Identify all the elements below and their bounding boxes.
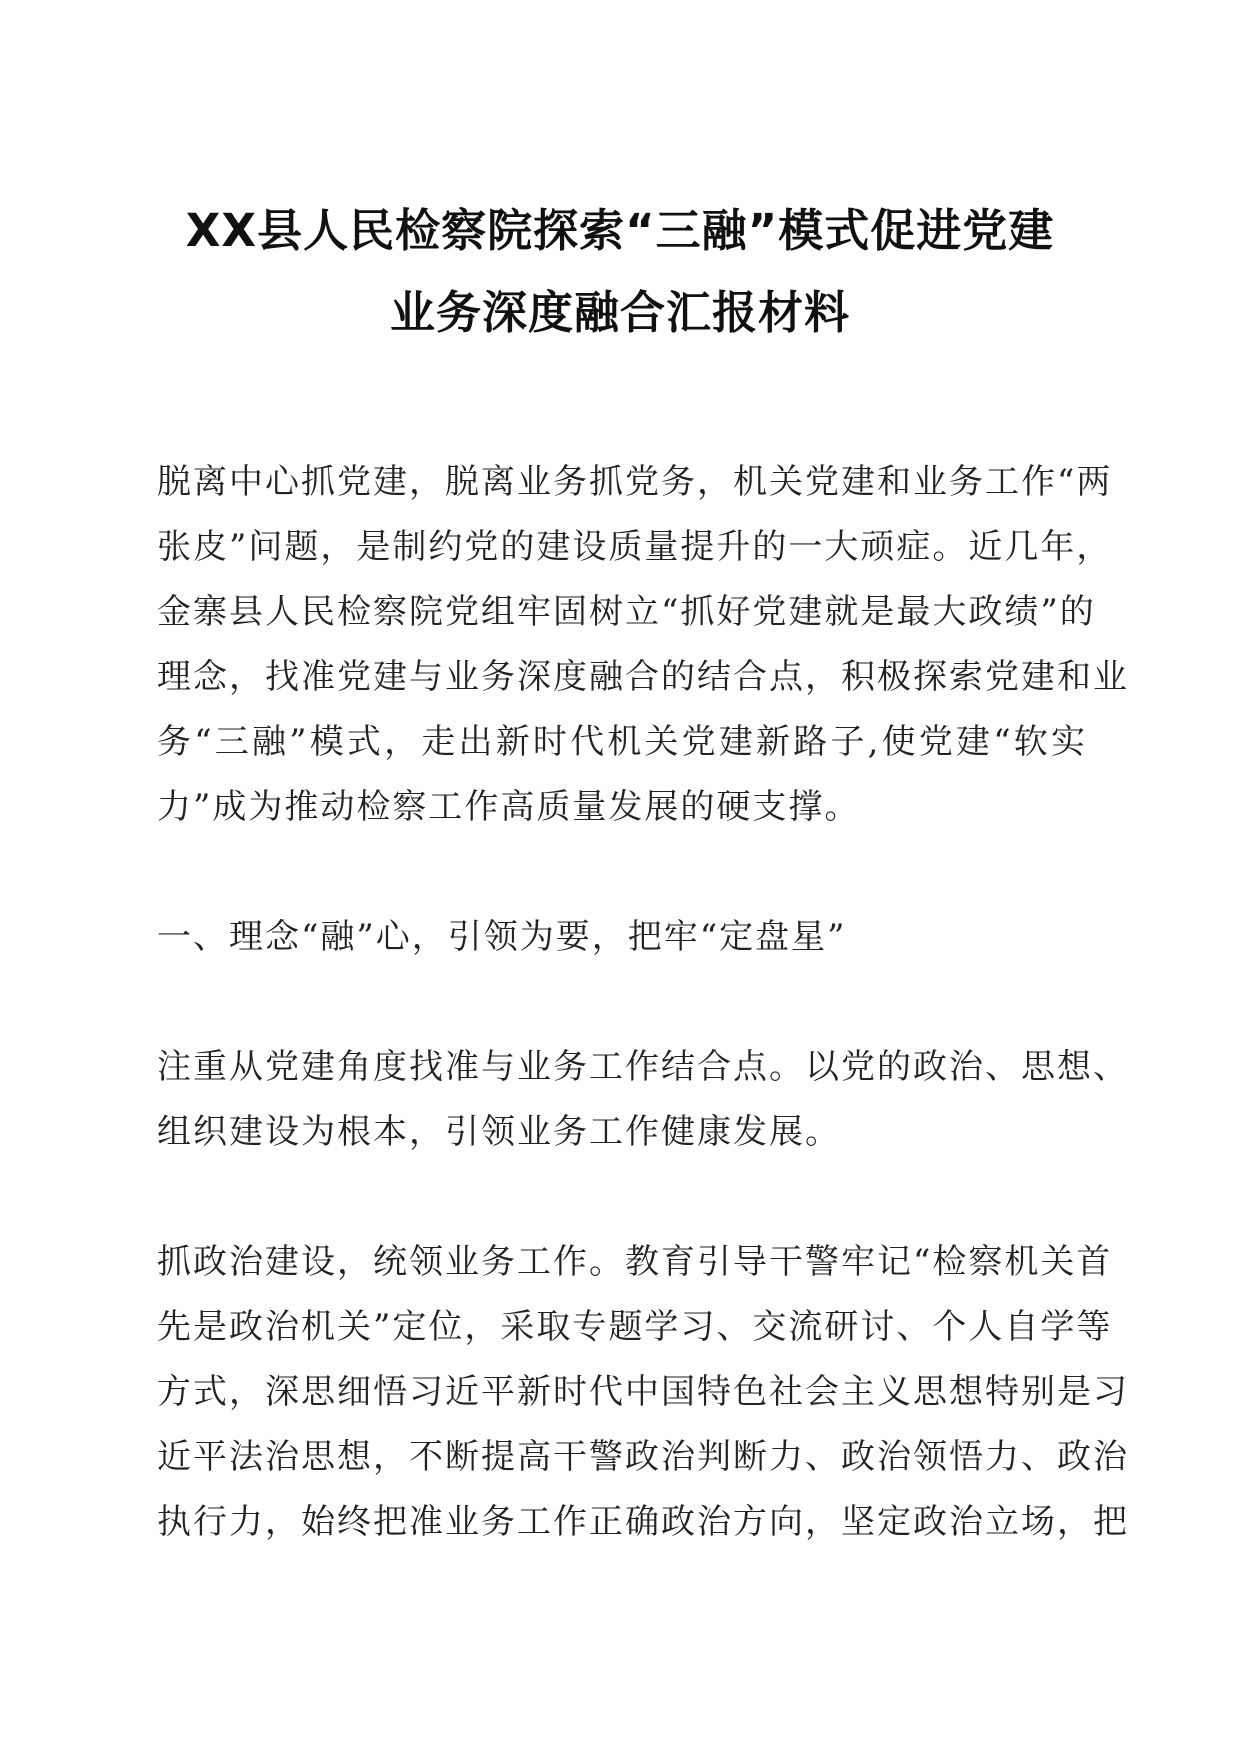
paragraph-3-line: 先是政治机关”定位，采取专题学习、交流研讨、个人自学等 [157,1307,1113,1347]
title-line-1: XX县人民检察院探索“三融”模式促进党建 [185,204,1055,257]
paragraph-2-line: 注重从党建角度找准与业务工作结合点。以党的政治、思想、 [157,1047,1129,1087]
paragraph-3 [157,1230,1129,1555]
intro-line: 理念，找准党建与业务深度融合的结合点，积极探索党建和业 [157,657,1129,697]
section-1-heading-text: 一、理念“融”心，引领为要，把牢“定盘星” [157,917,847,957]
intro-line: 张皮”问题，是制约党的建设质量提升的一大顽症。近几年， [157,527,1113,567]
paragraph-3-line: 近平法治思想，不断提高干警政治判断力、政治领悟力、政治 [157,1437,1129,1477]
paragraph-3-line: 方式，深思细悟习近平新时代中国特色社会主义思想特别是习 [157,1372,1129,1412]
paragraph-2 [157,1035,1129,1165]
section-1-heading [157,905,1087,970]
intro-line: 务“三融”模式，走出新时代机关党建新路子,使党建“软实 [157,722,1087,762]
title-line-2: 业务深度融合汇报材料 [389,286,850,339]
document-title [150,190,1090,354]
intro-paragraph [157,450,1129,840]
paragraph-3-line: 抓政治建设，统领业务工作。教育引导干警牢记“检察机关首 [157,1242,1113,1282]
paragraph-3-line: 执行力，始终把准业务工作正确政治方向，坚定政治立场，把 [157,1502,1129,1542]
intro-line: 脱离中心抓党建，脱离业务抓党务，机关党建和业务工作“两 [157,462,1113,502]
intro-line: 力”成为推动检察工作高质量发展的硬支撑。 [157,787,861,827]
intro-line: 金寨县人民检察院党组牢固树立“抓好党建就是最大政绩”的 [157,592,1096,632]
paragraph-2-line: 组织建设为根本，引领业务工作健康发展。 [157,1112,841,1152]
